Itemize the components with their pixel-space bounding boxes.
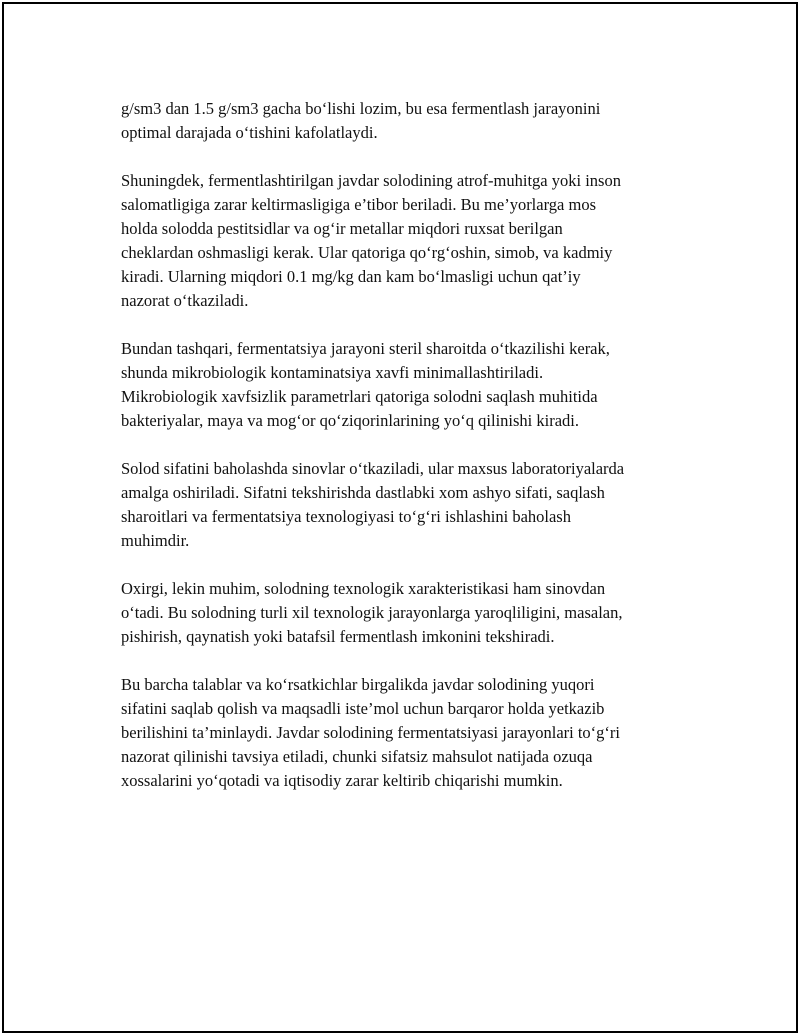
- paragraph: Bundan tashqari, fermentatsiya jarayoni steril sharoitda o‘tkazilishi kerak, shunda mikrobiologik kontaminatsiya xavfi minimallashtiriladi. Mikrobiologik xavfsizlik parametrlari qatoriga solodni saqlash muhitida bakteriyalar, maya va mog‘or qo‘ziqorinlarining yo‘q qilinishi kiradi.: [121, 339, 610, 430]
- paragraph: g/sm3 dan 1.5 g/sm3 gacha bo‘lishi lozim, bu esa fermentlash jarayonini optimal darajada o‘tishini kafolatlaydi.: [121, 99, 601, 142]
- paragraph: Oxirgi, lekin muhim, solodning texnologik xarakteristikasi ham sinovdan o‘tadi. Bu solodning turli xil texnologik jarayonlarga yaroqliligini, masalan, pishirish, qaynatish yoki batafsil fermentlash imkonini tekshiradi.: [121, 579, 623, 646]
- page-frame: [2, 2, 798, 1033]
- paragraph: Solod sifatini baholashda sinovlar o‘tkaziladi, ular maxsus laboratoriyalarda amalga oshiriladi. Sifatni tekshirishda dastlabki xom ashyo sifati, saqlash sharoitlari va fermentatsiya texnologiyasi to‘g‘ri ishlashini baholash muhimdir.: [121, 459, 625, 550]
- paragraph: Shuningdek, fermentlashtirilgan javdar solodining atrof-muhitga yoki inson salomatligiga zarar keltirmasligiga e’tibor beriladi. Bu me’yorlarga mos holda solodda pestitsidlar va og‘ir metallar miqdori ruxsat berilgan cheklardan oshmasligi kerak. Ular qatoriga qo‘rg‘oshin, simob, va kadmiy kiradi. Ularning miqdori 0.1 mg/kg dan kam bo‘lmasligi uchun qat’iy nazorat o‘tkaziladi.: [121, 171, 621, 310]
- paragraph: Bu barcha talablar va ko‘rsatkichlar birgalikda javdar solodining yuqori sifatini saqlab qolish va maqsadli iste’mol uchun barqaror holda yetkazib berilishini ta’minlaydi. Javdar solodining fermentatsiyasi jarayonlari to‘g‘ri nazorat qilinishi tavsiya etiladi, chunki sifatsiz mahsulot natijada ozuqa xossalarini yo‘qotadi va iqtisodiy zarar keltirib chiqarishi mumkin.: [121, 675, 620, 790]
- document-body: [121, 97, 701, 817]
